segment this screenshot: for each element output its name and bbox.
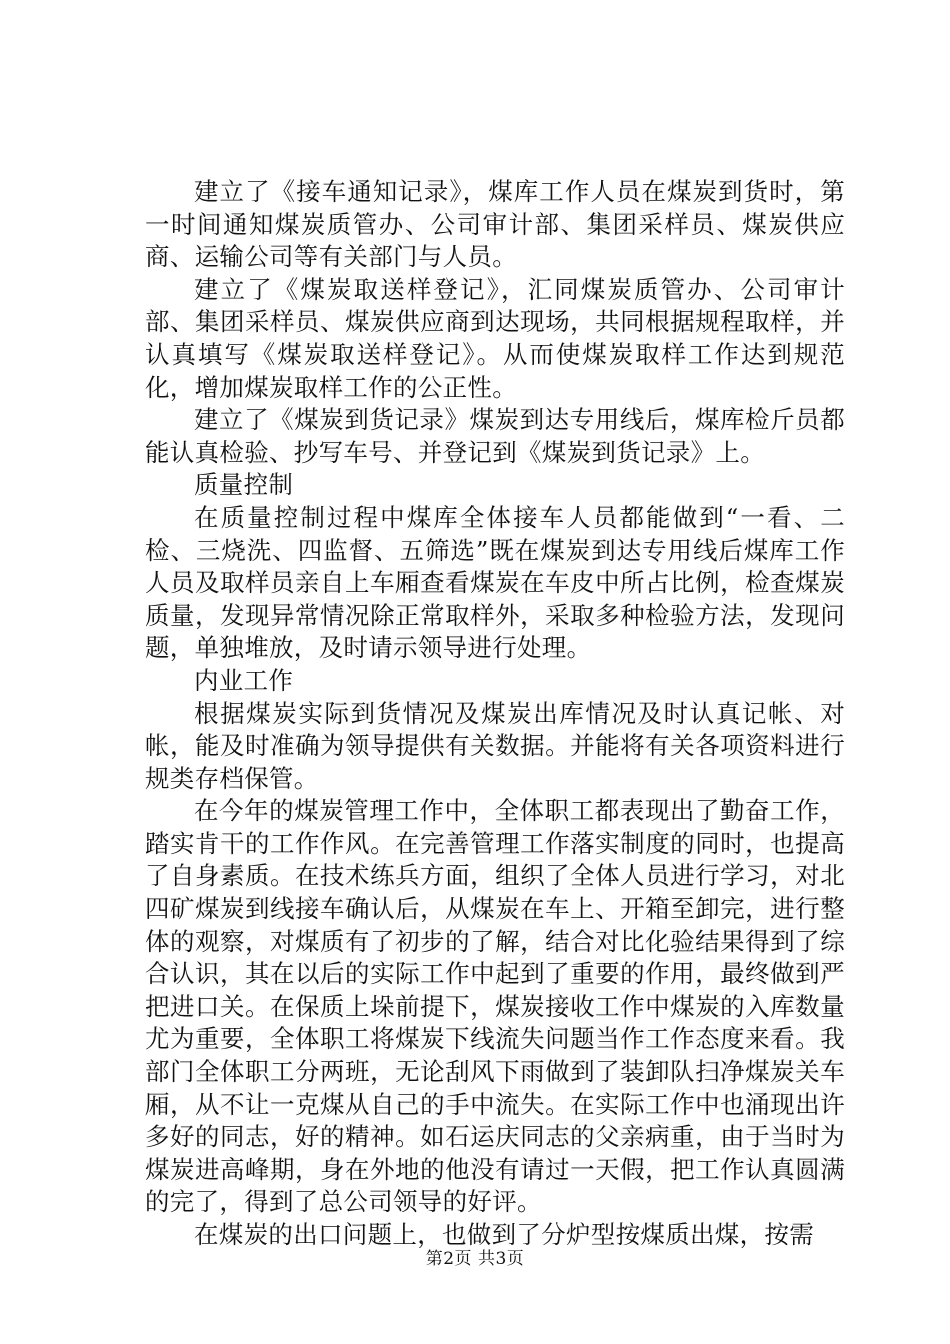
heading-internal-work: 内业工作: [194, 665, 294, 695]
paragraph-receiving-notice-record: 建立了《接车通知记录》，煤库工作人员在煤炭到货时，第一时间通知煤炭质管办、公司审计部、集团采样员、煤炭供应商、运输公司等有关部门与人员。: [145, 177, 845, 272]
page-number-footer: 第2页 共3页: [425, 1249, 525, 1269]
paragraph-annual-management: 在今年的煤炭管理工作中，全体职工都表现出了勤奋工作，踏实肯干的工作作风。在完善管理工作落实制度的同时，也提高了自身素质。在技术练兵方面，组织了全体人员进行学习，对北四矿煤炭到线接车确认后，从煤炭在车上、开箱至卸完，进行整体的观察，对煤质有了初步的了解，结合对比化验结果得到了综合认识，其在以后的实际工作中起到了重要的作用，最终做到严把进口关。在保质上垛前提下，煤炭接收工作中煤炭的入库数量尤为重要，全体职工将煤炭下线流失问题当作工作态度来看。我部门全体职工分两班，无论刮风下雨做到了装卸队扫净煤炭关车厢，从不让一克煤从自己的手中流失。在实际工作中也涌现出许多好的同志，好的精神。如石运庆同志的父亲病重，由于当时为煤炭进高峰期，身在外地的他没有请过一天假，把工作认真圆满的完了，得到了总公司领导的好评。: [145, 796, 845, 1217]
paragraph-sampling-register: 建立了《煤炭取送样登记》，汇同煤炭质管办、公司审计部、集团采样员、煤炭供应商到达现场，共同根据规程取样，并认真填写《煤炭取送样登记》。从而使煤炭取样工作达到规范化，增加煤炭取样工作的公正性。: [145, 274, 845, 402]
paragraph-quality-control: 在质量控制过程中煤库全体接车人员都能做到“一看、二检、三烧洗、四监督、五筛选”既在煤炭到达专用线后煤库工作人员及取样员亲自上车厢查看煤炭在车皮中所占比例，检查煤炭质量，发现异常情况除正常取样外，采取多种检验方法，发现问题，单独堆放，及时请示领导进行处理。: [145, 502, 846, 663]
paragraph-coal-outflow: 在煤炭的出口问题上，也做到了分炉型按煤质出煤，按需: [194, 1220, 814, 1249]
paragraph-arrival-record: 建立了《煤炭到货记录》煤炭到达专用线后，煤库检斤员都能认真检验、抄写车号、并登记到《煤炭到货记录》上。: [145, 405, 845, 467]
document-body: [145, 176, 845, 1252]
heading-quality-control: 质量控制: [194, 470, 294, 500]
paragraph-internal-work: 根据煤炭实际到货情况及煤炭出库情况及时认真记帐、对帐，能及时准确为领导提供有关数据。并能将有关各项资料进行规类存档保管。: [145, 698, 845, 793]
